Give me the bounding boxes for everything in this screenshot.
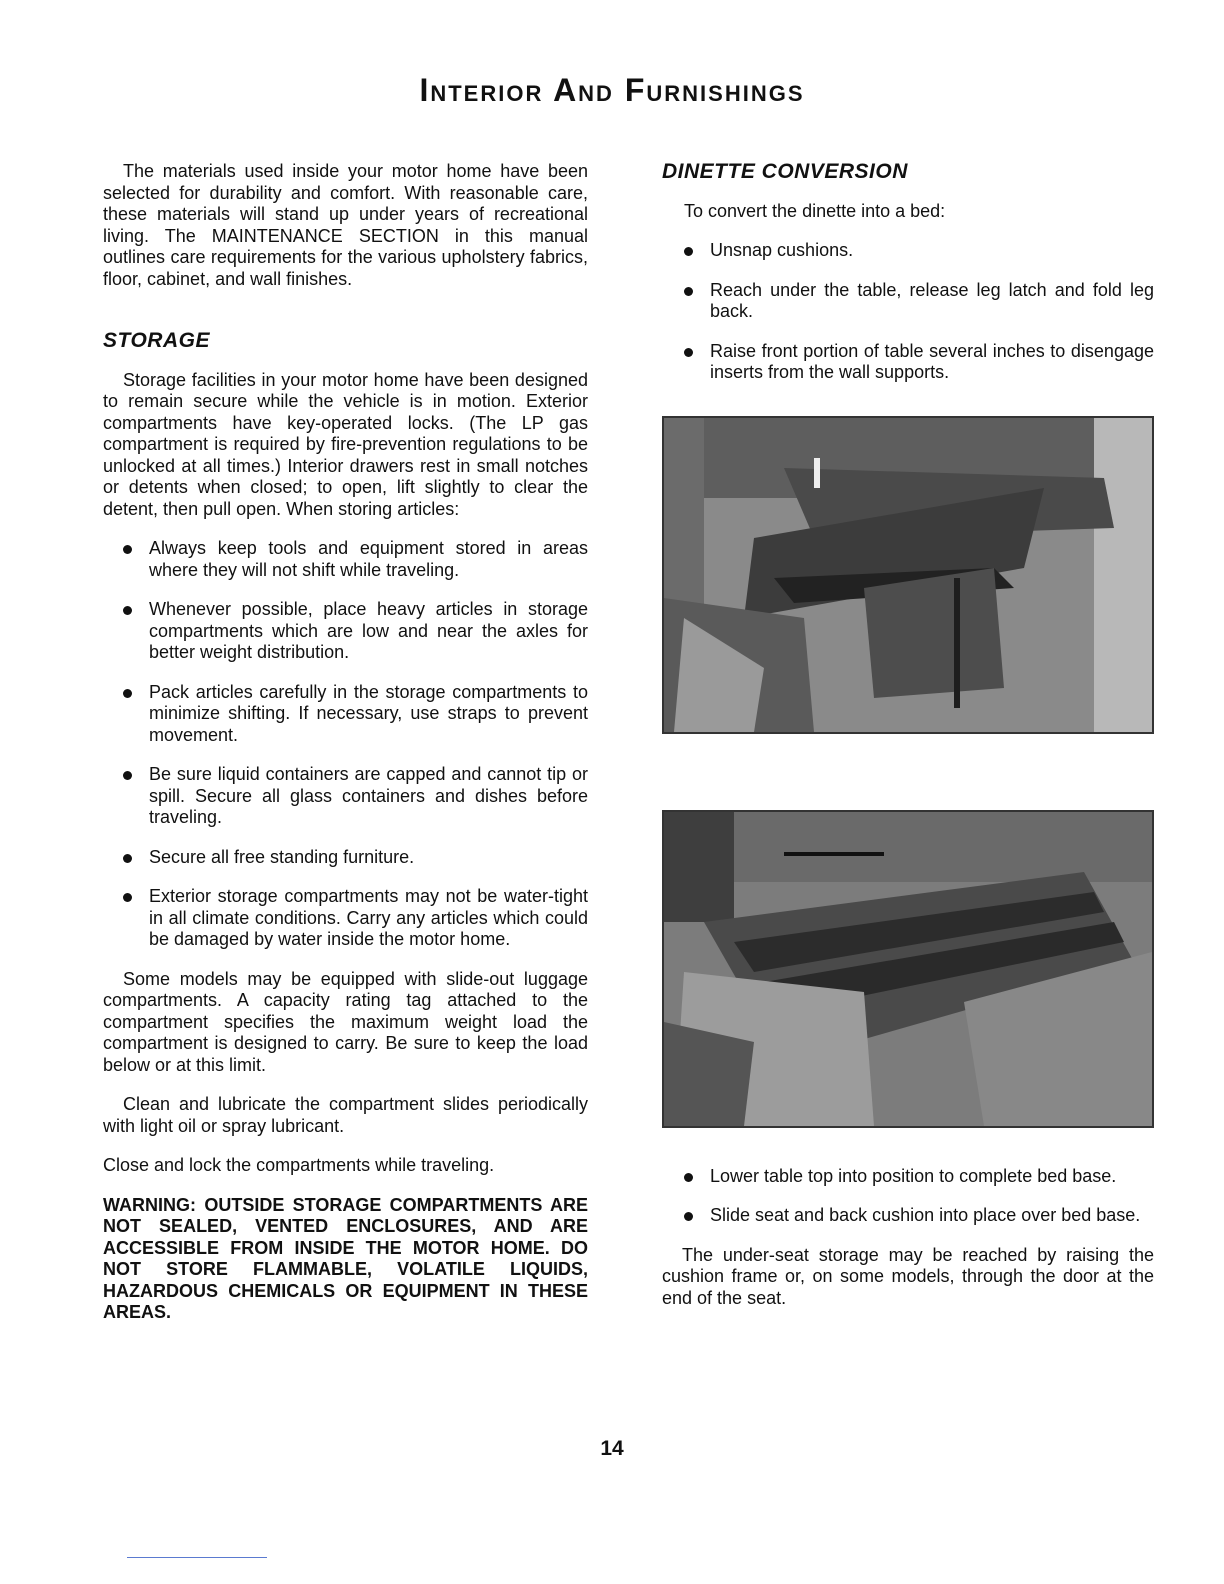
list-item-text: Unsnap cushions. — [710, 240, 854, 260]
bullet-icon — [123, 771, 132, 780]
dinette-bed-image — [664, 812, 1152, 1126]
list-item — [662, 1205, 1154, 1227]
list-item-text: Slide seat and back cushion into place over bed base. — [710, 1205, 1141, 1225]
intro-paragraph: The materials used inside your motor home have been selected for durability and comfort. With reasonable care, these materials will stand up under years of recreational living. The MAINTENANCE SECTION in this manual outlines care requirements for the various upholstery fabrics, floor, cabinet, and wall finishes. — [103, 161, 588, 289]
list-item-text: Reach under the table, release leg latch and fold leg back. — [710, 279, 1154, 321]
lock-paragraph: Close and lock the compartments while traveling. — [103, 1155, 495, 1175]
list-item-text: Always keep tools and equipment stored in areas where they will not shift while traveling. — [149, 538, 588, 580]
storage-intro-paragraph: Storage facilities in your motor home have been designed to remain secure while the vehicle is in motion. Exterior compartments have key-operated locks. (The LP gas compartment is required by fire-prevention regulations to be unlocked at all times.) Interior drawers rest in small notches or detents when closed; to open, lift slightly to clear the detent, then pull open. When storing articles: — [103, 369, 588, 519]
list-item-text: Pack articles carefully in the storage compartments to minimize shifting. If necessary, use straps to prevent movement. — [149, 681, 588, 745]
list-item-text: Exterior storage compartments may not be water-tight in all climate conditions. Carry any articles which could be damaged by water inside the motor home. — [149, 886, 588, 949]
page-title: Interior And Furnishings — [419, 72, 805, 108]
dinette-heading: DINETTE CONVERSION — [662, 160, 908, 183]
bullet-icon — [123, 545, 132, 554]
list-item-text: Whenever possible, place heavy articles in storage compartments which are low and near the axles for better weight distribution. — [149, 599, 588, 662]
list-item — [103, 538, 588, 581]
bullet-icon — [123, 689, 132, 698]
slideout-paragraph: Some models may be equipped with slide-out luggage compartments. A capacity rating tag attached to the compartment specifies the maximum weight load the compartment is designed to carry. Be sure to keep the load below or at this limit. — [103, 968, 588, 1075]
bed-bullet-list — [662, 1166, 1154, 1227]
warning-text: WARNING: OUTSIDE STORAGE COMPARTMENTS ARE NOT SEALED, VENTED ENCLOSURES, AND ARE ACCESSIBLE FROM INSIDE THE MOTOR HOME. DO NOT STORE FLAMMABLE, VOLATILE LIQUIDS, HAZARDOUS CHEMICALS OR EQUIPMENT IN THESE AREAS. — [103, 1194, 588, 1322]
convert-intro: To convert the dinette into a bed: — [684, 200, 946, 221]
storage-heading: STORAGE — [103, 329, 210, 352]
underseat-paragraph: The under-seat storage may be reached by raising the cushion frame or, on some models, through the door at the end of the seat. — [662, 1244, 1154, 1308]
bullet-icon — [684, 1173, 693, 1182]
list-item — [103, 682, 588, 747]
dinette-table-photo — [662, 416, 1154, 734]
bullet-icon — [684, 247, 693, 256]
bullet-icon — [123, 893, 132, 902]
dinette-bed-photo — [662, 810, 1154, 1128]
list-item-text: Raise front portion of table several inches to disengage inserts from the wall supports. — [710, 340, 1154, 382]
footer-rule — [127, 1557, 267, 1558]
list-item — [103, 764, 588, 829]
bullet-icon — [123, 854, 132, 863]
right-column — [662, 161, 1154, 1327]
page-number: 14 — [600, 1437, 624, 1460]
left-column — [103, 161, 588, 1324]
list-item — [662, 240, 1154, 262]
lubricate-paragraph: Clean and lubricate the compartment slides periodically with light oil or spray lubricant. — [103, 1094, 588, 1136]
list-item-text: Be sure liquid containers are capped and cannot tip or spill. Secure all glass containers and dishes before traveling. — [149, 764, 588, 827]
list-item — [103, 599, 588, 664]
dinette-table-image — [664, 418, 1152, 732]
bullet-icon — [684, 1212, 693, 1221]
list-item — [662, 280, 1154, 323]
convert-bullet-list — [662, 240, 1154, 384]
bullet-icon — [684, 287, 693, 296]
list-item-text: Secure all free standing furniture. — [149, 846, 415, 867]
bullet-icon — [123, 606, 132, 615]
list-item — [662, 1166, 1154, 1188]
storage-bullet-list — [103, 538, 588, 951]
list-item — [103, 847, 588, 869]
list-item-text: Lower table top into position to complete bed base. — [710, 1165, 1117, 1186]
list-item — [103, 886, 588, 951]
list-item — [662, 341, 1154, 384]
bullet-icon — [684, 348, 693, 357]
